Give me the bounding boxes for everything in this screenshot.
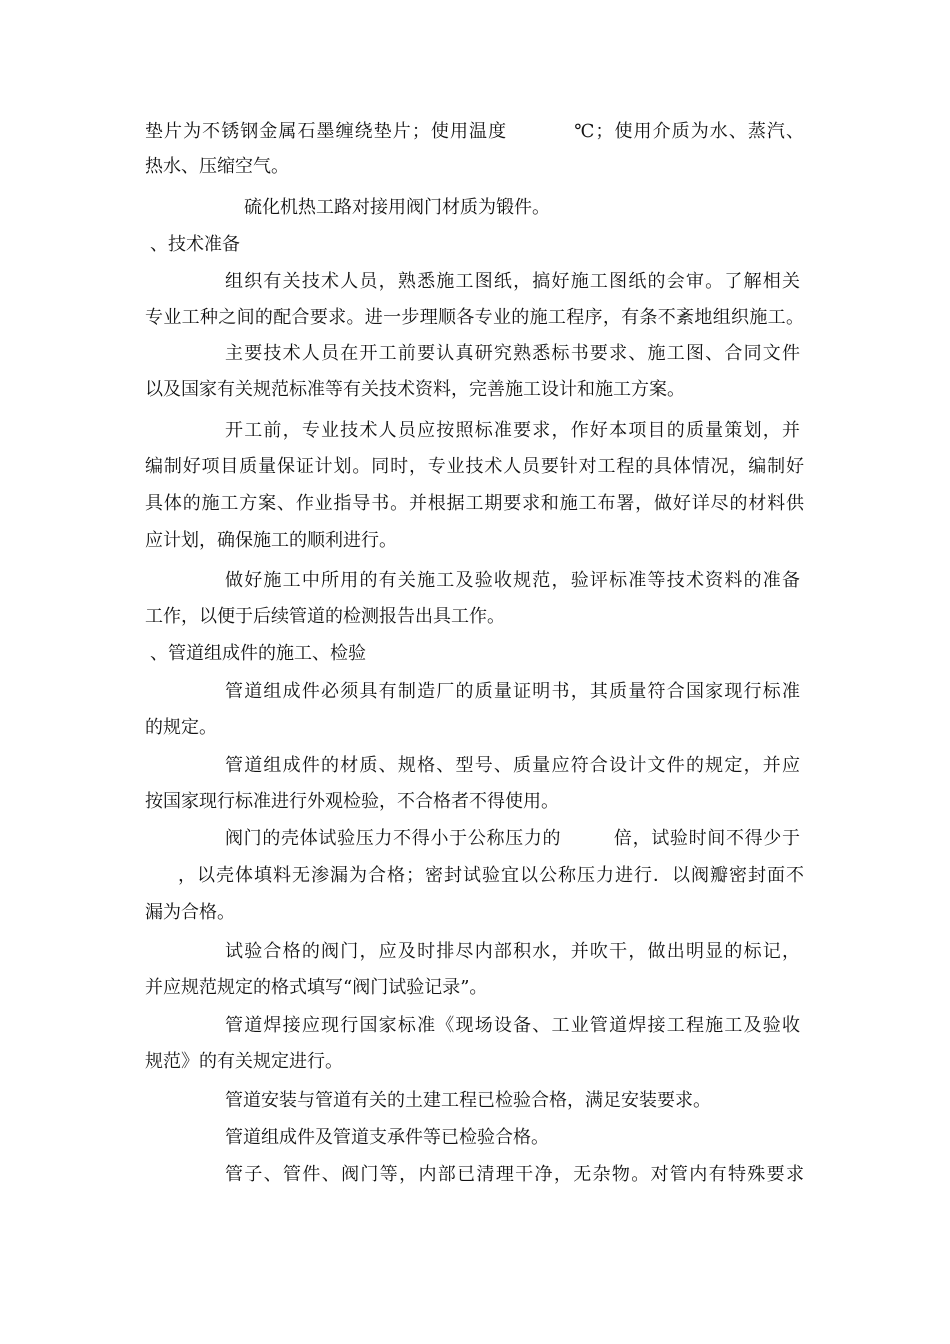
text-line-22: 漏为合格。	[145, 902, 235, 923]
text-line-8: 以及国家有关规范标准等有关技术资料，完善施工设计和施工方案。	[145, 379, 685, 400]
text-line-25: 管道焊接应现行国家标准《现场设备、工业管道焊接工程施工及验收	[225, 1015, 800, 1036]
section-heading: 、技术准备	[150, 234, 240, 255]
text-line-11: 具体的施工方案、作业指导书。并根据工期要求和施工布署，做好详尽的材料供	[145, 493, 804, 514]
text-line-27: 管道安装与管道有关的土建工程已检验合格，满足安装要求。	[225, 1090, 711, 1111]
text-line-18: 管道组成件的材质、规格、型号、质量应符合设计文件的规定，并应	[225, 755, 800, 776]
text-line-2: 热水、压缩空气。	[145, 156, 289, 177]
text-line-23: 试验合格的阀门，应及时排尽内部积水，并吹干，做出明显的标记，	[225, 941, 800, 962]
section-heading: 、管道组成件的施工、检验	[150, 643, 366, 664]
text-line-26: 规范》的有关规定进行。	[145, 1051, 343, 1072]
text-line-28: 管道组成件及管道支承件等已检验合格。	[225, 1127, 549, 1148]
text-line-7: 主要技术人员在开工前要认真研究熟悉标书要求、施工图、合同文件	[225, 343, 800, 364]
text-line-17: 的规定。	[145, 717, 217, 738]
text-line-21: ，以壳体填料无渗漏为合格；密封试验宜以公称压力进行．以阀瓣密封面不	[178, 865, 804, 886]
text-line-16: 管道组成件必须具有制造厂的质量证明书，其质量符合国家现行标准	[225, 681, 800, 702]
text-line-14: 工作，以便于后续管道的检测报告出具工作。	[145, 606, 505, 627]
text-line-24: 并应规范规定的格式填写“阀门试验记录”。	[145, 977, 488, 998]
text-line-20	[225, 827, 800, 851]
text-segment: 倍，试验时间不得少于	[613, 828, 801, 849]
text-line-6: 专业工种之间的配合要求。进一步理顺各专业的施工程序，有条不紊地组织施工。	[145, 307, 804, 328]
text-line-5: 组织有关技术人员，熟悉施工图纸，搞好施工图纸的会审。了解相关	[225, 271, 800, 292]
text-line-19: 按国家现行标准进行外观检验，不合格者不得使用。	[145, 791, 559, 812]
text-segment: 垫片为不锈钢金属石墨缠绕垫片；使用温度	[145, 121, 508, 142]
text-line-13: 做好施工中所用的有关施工及验收规范，验评标准等技术资料的准备	[225, 570, 800, 591]
text-line-29: 管子、管件、阀门等，内部已清理干净，无杂物。对管内有特殊要求	[225, 1164, 804, 1185]
text-line-3: 硫化机热工路对接用阀门材质为锻件。	[244, 197, 550, 218]
text-line-12: 应计划，确保施工的顺利进行。	[145, 530, 397, 551]
text-segment: 阀门的壳体试验压力不得小于公称压力的	[225, 828, 562, 849]
text-line-10: 编制好项目质量保证计划。同时，专业技术人员要针对工程的具体情况，编制好	[145, 456, 804, 477]
text-segment: ℃；使用介质为水、蒸汽、	[573, 121, 804, 142]
text-line-1	[145, 120, 804, 144]
text-line-9: 开工前，专业技术人员应按照标准要求，作好本项目的质量策划，并	[225, 420, 800, 441]
